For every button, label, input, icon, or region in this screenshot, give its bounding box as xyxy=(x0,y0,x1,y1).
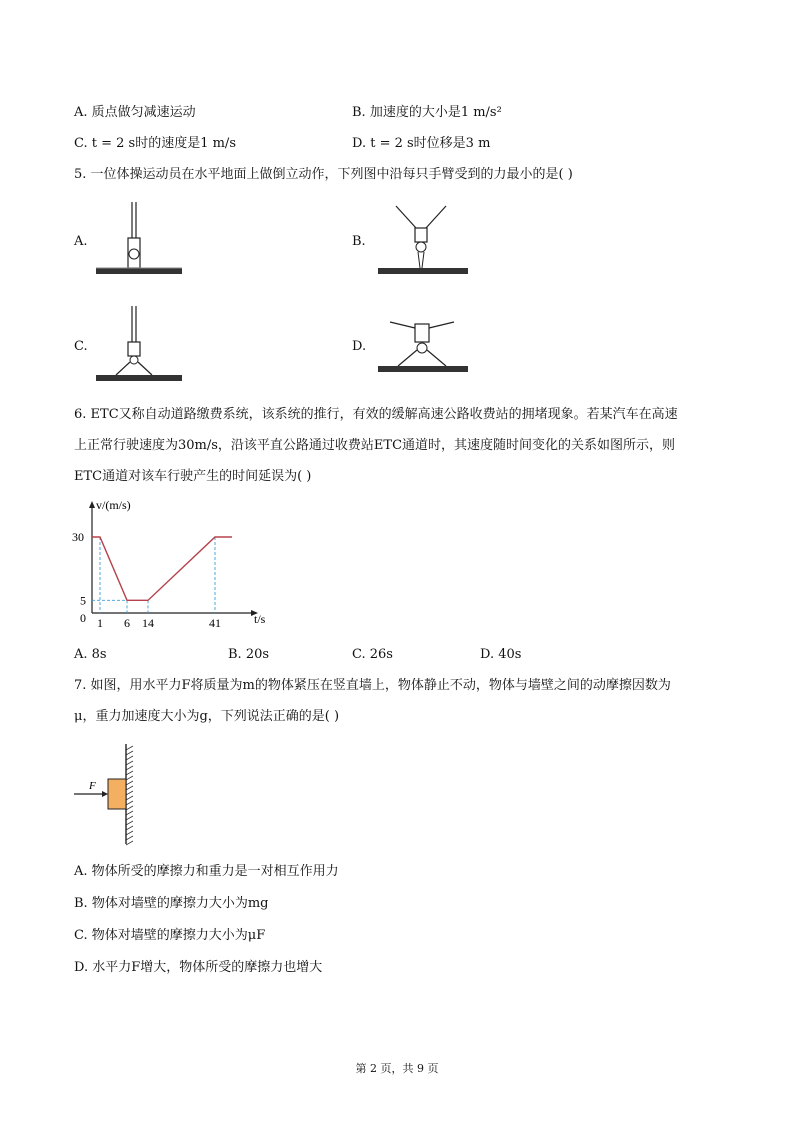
hatch-line xyxy=(126,796,133,800)
q6-option-c: C. 26s xyxy=(352,647,393,662)
vt-chart xyxy=(70,495,280,635)
hatch-line xyxy=(126,771,133,775)
hatch-line xyxy=(126,746,133,750)
hatch-line xyxy=(126,781,133,785)
hatch-line xyxy=(126,821,133,825)
q4-option-c: C. t = 2 s时的速度是1 m/s xyxy=(74,136,236,151)
wall-hatching xyxy=(126,746,133,845)
q5-label-c: C. xyxy=(74,339,88,354)
x-tick-41: 41 xyxy=(209,616,221,630)
q7-stem-line1: 7. 如图，用水平力F将质量为m的物体紧压在竖直墙上，物体静止不动，物体与墙壁之间的动摩擦因数为 xyxy=(74,678,671,693)
q6-stem-line1: 6. ETC又称自动道路缴费系统，该系统的推行，有效的缓解高速公路收费站的拥堵现象。若某汽车在高速 xyxy=(74,407,678,422)
velocity-line xyxy=(92,537,232,600)
force-label: F xyxy=(89,780,96,792)
hatch-line xyxy=(126,786,133,790)
q7-option-b: B. 物体对墙壁的摩擦力大小为mg xyxy=(74,896,269,911)
hatch-line xyxy=(126,816,133,820)
x-tick-6: 6 xyxy=(124,616,130,630)
hatch-line xyxy=(126,806,133,810)
q6-stem-line2: 上正常行驶速度为30m/s，沿该平直公路通过收费站ETC通道时，其速度随时间变化的关系如图所示，则 xyxy=(74,438,676,453)
hatch-line xyxy=(126,761,133,765)
y-tick-0: 0 xyxy=(80,611,86,625)
x-axis-label: t/s xyxy=(254,612,266,626)
hatch-line xyxy=(126,826,133,830)
hatch-line xyxy=(126,831,133,835)
q7-option-a: A. 物体所受的摩擦力和重力是一对相互作用力 xyxy=(74,864,339,879)
q6-option-a: A. 8s xyxy=(74,647,107,662)
hatch-line xyxy=(126,841,133,845)
q7-figure xyxy=(72,742,142,846)
q7-option-d: D. 水平力F增大，物体所受的摩擦力也增大 xyxy=(74,960,323,975)
q6-option-d: D. 40s xyxy=(480,647,522,662)
q5-figure-d xyxy=(376,316,471,382)
y-axis-label: v/(m/s) xyxy=(96,498,131,512)
q5-stem: 5. 一位体操运动员在水平地面上做倒立动作，下列图中沿每只手臂受到的力最小的是( ) xyxy=(74,167,573,182)
page-footer: 第 2 页，共 9 页 xyxy=(355,1062,439,1075)
q5-figure-a xyxy=(94,198,184,283)
hatch-line xyxy=(126,836,133,840)
q7-stem-line2: μ，重力加速度大小为g，下列说法正确的是( ) xyxy=(74,709,340,724)
x-tick-14: 14 xyxy=(142,616,154,630)
hatch-line xyxy=(126,776,133,780)
block xyxy=(108,779,126,809)
q6-stem-line3: ETC通道对该车行驶产生的时间延误为( ) xyxy=(74,469,312,484)
q7-option-c: C. 物体对墙壁的摩擦力大小为μF xyxy=(74,928,266,943)
q5-label-a: A. xyxy=(74,234,88,249)
hatch-line xyxy=(126,791,133,795)
hatch-line xyxy=(126,766,133,770)
hatch-line xyxy=(126,811,133,815)
q4-option-a: A. 质点做匀减速运动 xyxy=(74,105,196,120)
y-axis-arrow xyxy=(89,501,95,508)
q6-option-b: B. 20s xyxy=(228,647,270,662)
q5-figure-b xyxy=(376,200,471,285)
y-tick-5: 5 xyxy=(80,593,86,608)
q5-label-d: D. xyxy=(352,339,367,354)
hatch-line xyxy=(126,751,133,755)
q5-figure-c xyxy=(94,302,184,387)
hatch-line xyxy=(126,801,133,805)
hatch-line xyxy=(126,756,133,760)
q4-option-d: D. t = 2 s时位移是3 m xyxy=(352,136,491,151)
q4-option-b: B. 加速度的大小是1 m/s² xyxy=(352,105,502,120)
x-tick-1: 1 xyxy=(97,616,103,630)
q5-label-b: B. xyxy=(352,234,366,249)
y-tick-30: 30 xyxy=(72,530,84,544)
